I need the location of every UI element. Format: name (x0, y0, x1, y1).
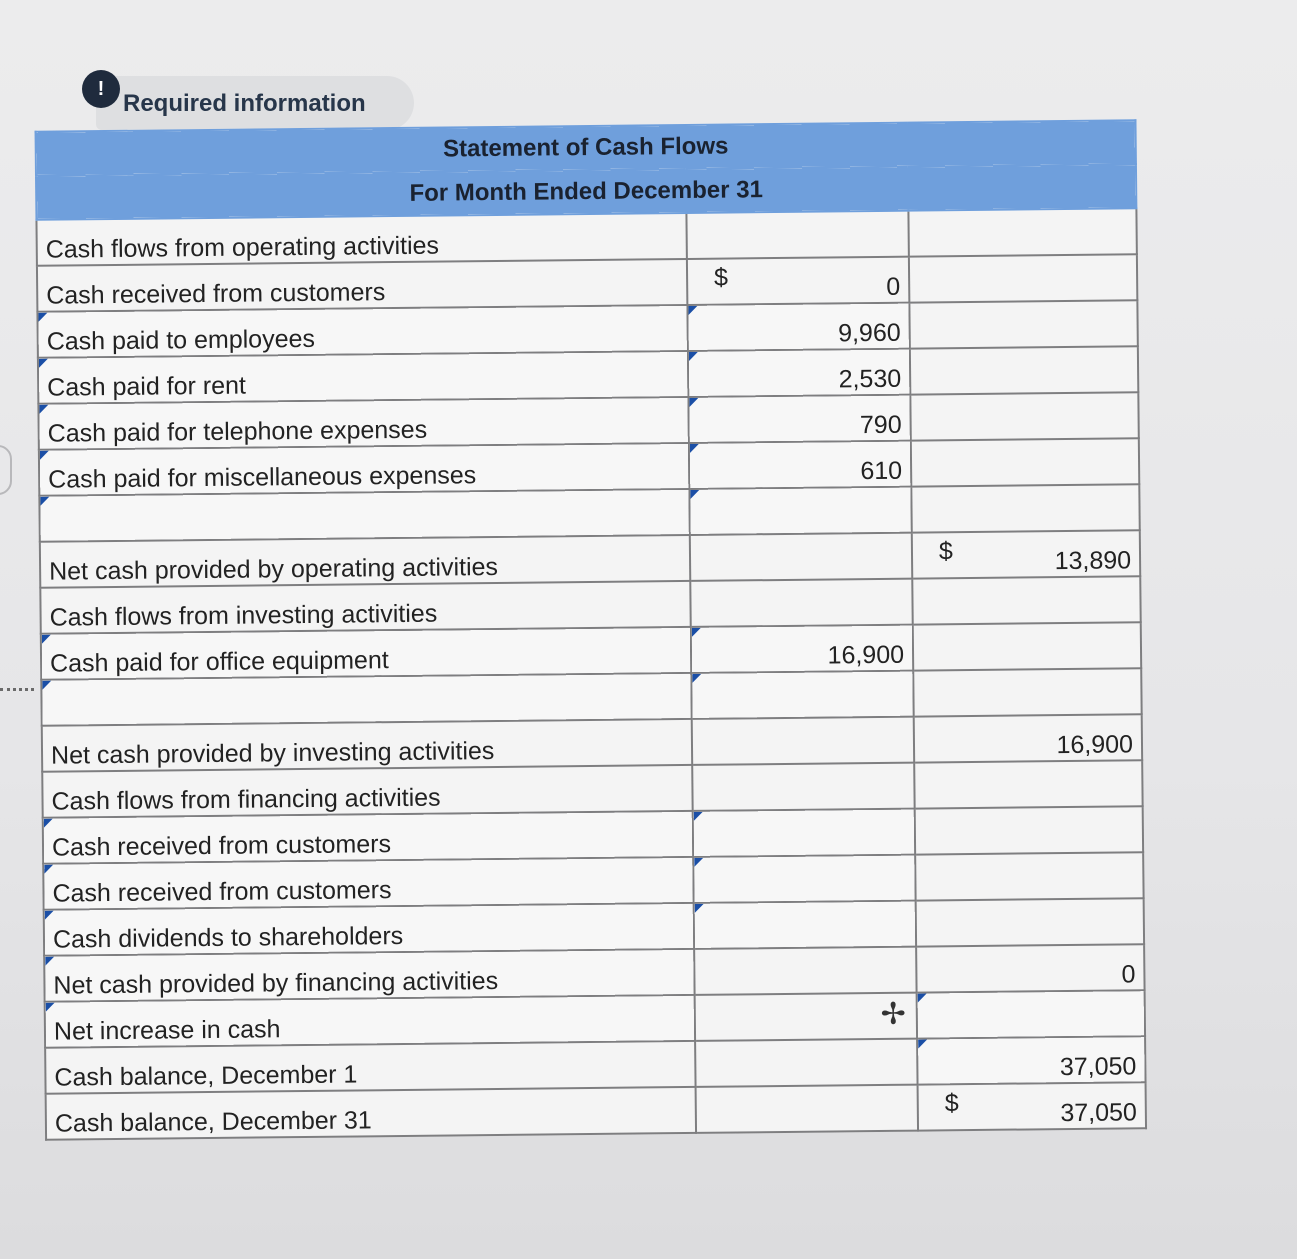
total-input[interactable]: $ 37,050 (918, 1082, 1146, 1130)
row-label: Net cash provided by operating activities (40, 535, 690, 588)
amount-input[interactable] (696, 1085, 918, 1133)
amount-input[interactable] (694, 901, 916, 949)
account-select[interactable]: Cash paid for office equipment (41, 627, 691, 680)
total-input[interactable] (912, 576, 1140, 624)
amount-input[interactable]: 2,530 (688, 349, 910, 397)
side-divider (0, 688, 34, 691)
total-input[interactable]: 37,050 (917, 1036, 1145, 1084)
row-label: Cash balance, December 1 (45, 1041, 695, 1094)
row-label: Net cash provided by investing activities (42, 719, 692, 772)
total-input[interactable] (909, 300, 1137, 348)
total-input[interactable] (910, 392, 1138, 440)
total-input[interactable] (909, 254, 1137, 302)
amount-input[interactable] (694, 947, 916, 995)
row-label: Cash flows from operating activities (36, 213, 686, 266)
amount-input[interactable]: $ 0 (687, 257, 909, 305)
amount-input[interactable]: 790 (688, 395, 910, 443)
total-input[interactable] (913, 668, 1141, 716)
cash-flow-worksheet (35, 119, 1146, 1182)
statement-period: For Month Ended December 31 (36, 164, 1136, 220)
account-select[interactable]: Cash paid to employees (37, 305, 687, 358)
total-input[interactable] (915, 852, 1143, 900)
total-input[interactable]: 0 (916, 944, 1144, 992)
row-label: Cash balance, December 31 (46, 1087, 696, 1140)
amount-input[interactable] (695, 993, 917, 1041)
account-select[interactable]: Cash paid for telephone expenses (38, 397, 688, 450)
alert-icon: ! (82, 70, 120, 108)
total-input[interactable] (913, 622, 1141, 670)
account-select[interactable]: Net increase in cash (45, 995, 695, 1048)
total-input[interactable] (910, 346, 1138, 394)
account-select[interactable]: Net cash provided by financing activities (44, 949, 694, 1002)
total-input[interactable]: 16,900 (914, 714, 1142, 762)
account-select[interactable] (39, 489, 689, 542)
amount-input[interactable]: 9,960 (687, 303, 909, 351)
total-input[interactable] (911, 484, 1139, 532)
total-input[interactable] (916, 898, 1144, 946)
amount-input[interactable] (691, 671, 913, 719)
amount-input[interactable] (695, 1039, 917, 1087)
account-select[interactable]: Cash paid for rent (38, 351, 688, 404)
row-label: Cash flows from investing activities (40, 581, 690, 634)
required-info-title: Required information (123, 90, 366, 117)
statement-title: Statement of Cash Flows (36, 120, 1136, 176)
row-label: Cash received from customers (37, 259, 687, 312)
amount-input[interactable]: 610 (689, 441, 911, 489)
amount-input[interactable] (689, 487, 911, 535)
amount-input[interactable] (693, 855, 915, 903)
amount-input[interactable] (692, 763, 914, 811)
amount-input[interactable] (686, 211, 908, 259)
amount-input[interactable] (690, 533, 912, 581)
amount-input[interactable]: 16,900 (691, 625, 913, 673)
total-input[interactable]: $ 13,890 (912, 530, 1140, 578)
row-label: Cash flows from financing activities (42, 765, 692, 818)
cash-flow-table (35, 119, 1148, 1140)
side-panel-handle[interactable] (0, 445, 12, 495)
account-select[interactable]: Cash dividends to shareholders (44, 903, 694, 956)
account-select[interactable]: Cash received from customers (43, 811, 693, 864)
total-input[interactable] (917, 990, 1145, 1038)
account-select[interactable]: Cash received from customers (43, 857, 693, 910)
amount-input[interactable] (692, 717, 914, 765)
total-input[interactable] (908, 208, 1136, 256)
account-select[interactable] (41, 673, 691, 726)
total-input[interactable] (911, 438, 1139, 486)
total-input[interactable] (915, 806, 1143, 854)
amount-input[interactable] (693, 809, 915, 857)
account-select[interactable]: Cash paid for miscellaneous expenses (39, 443, 689, 496)
move-cursor-icon: ✢ (880, 997, 906, 1031)
total-input[interactable] (914, 760, 1142, 808)
amount-input[interactable] (690, 579, 912, 627)
